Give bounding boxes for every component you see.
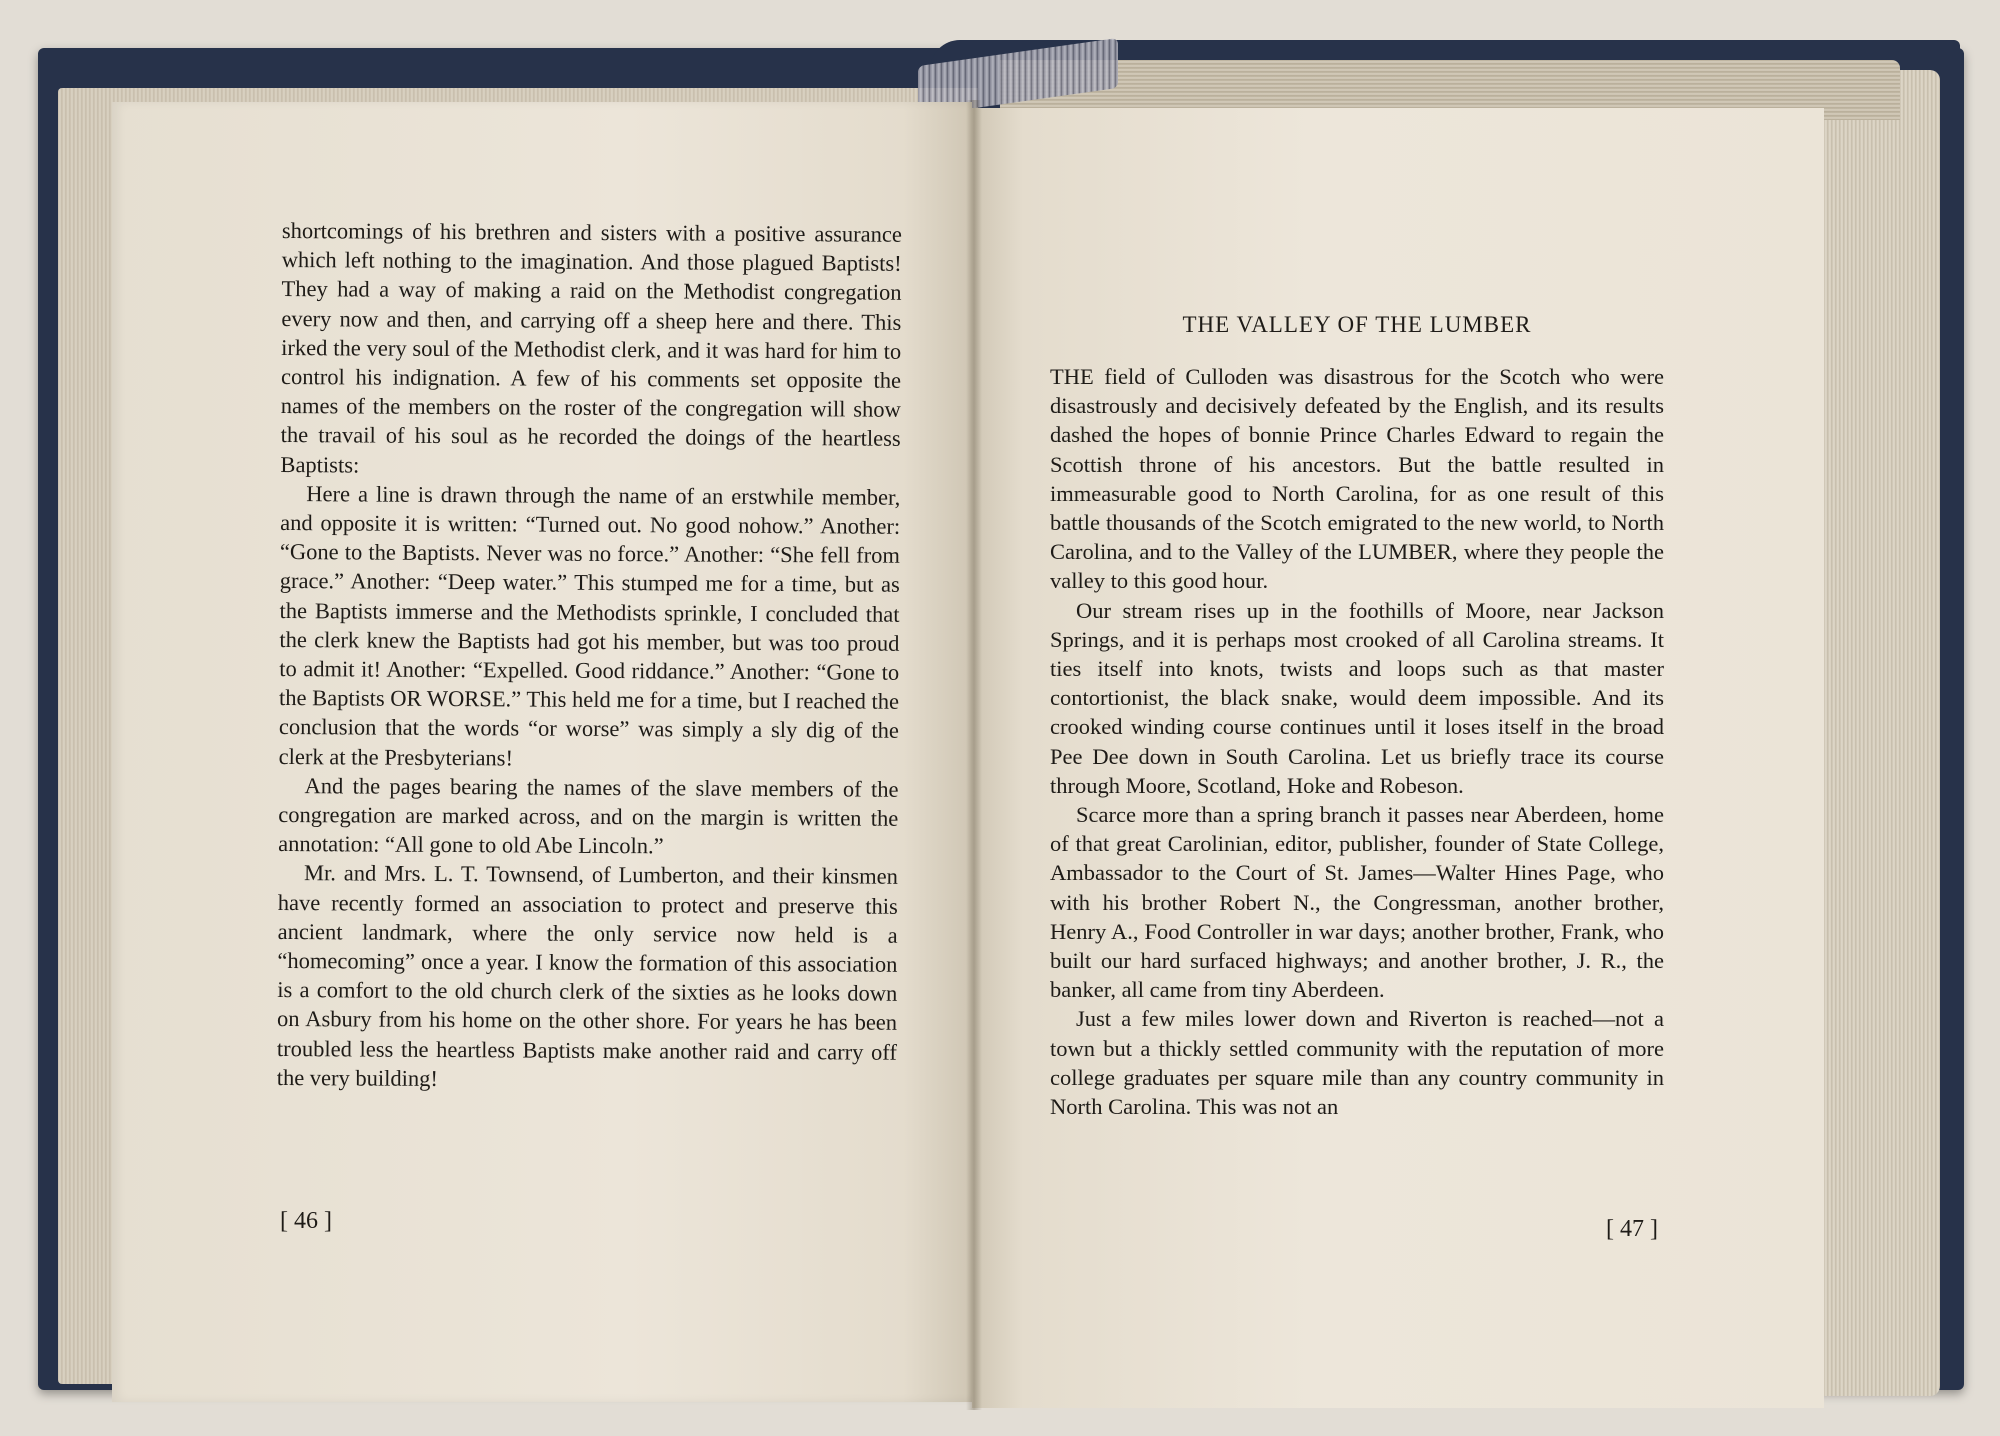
right-page-number: [ 47 ] bbox=[1606, 1216, 1658, 1242]
left-paragraph: And the pages bearing the names of the slave members of the congregation are marked across, and on the margin is written the annotation: “All gone to old Abe Lincoln.” bbox=[278, 773, 899, 859]
right-paragraph: Our stream rises up in the foothills of Moore, near Jackson Springs, and it is perhaps most crooked of all Carolina streams. It ties itself into knots, twists and loops such as that master contortionist, the black snake, would deem impossible. And its crooked winding course continues until it loses itself in the broad Pee Dee down in South Carolina. Let us briefly trace its course through Moore, Scotland, Hoke and Robeson. bbox=[1050, 597, 1664, 798]
left-paragraph: shortcomings of his brethren and sisters with a positive assurance which left nothing to the imagination. And those plagued Baptists! They had a way of making a raid on the Methodist congregation every now and then, and carrying off a sheep here and there. This irked the very soul of the Methodist clerk, and it was hard for him to control his indignation. A few of his comments set opposite the names of the members on the roster of the congregation will show the travail of his soul as he recorded the doings of the heartless Baptists: bbox=[280, 217, 902, 478]
left-paragraph: Mr. and Mrs. L. T. Townsend, of Lumberton, and their kinsmen have recently formed an association to protect and preserve this ancient landmark, where the only service now held is a “homecoming” once a year. I know the formation of this association is a comfort to the old church clerk of the sixties as he looks down on Asbury from his home on the other shore. For years he has been troubled less the heartless Baptists make another raid and carry off the very building! bbox=[276, 860, 899, 1091]
gutter-shadow bbox=[966, 100, 982, 1410]
chapter-title: THE VALLEY OF THE LUMBER bbox=[1182, 312, 1532, 337]
right-paragraph: Just a few miles lower down and Riverton is reached—not a town but a thickly settled community with the reputation of more college graduates per square mile than any country community in North Carolina. This was not an bbox=[1050, 1006, 1664, 1120]
right-paragraph: THE field of Culloden was disastrous for the Scotch who were disastrously and decisively defeated by the English, and its results dashed the hopes of bonnie Prince Charles Edward to regain the Scottish throne of his ancestors. But the battle resulted in immeasurable good to North Carolina, for as one result of this battle thousands of the Scotch emigrated to the new world, to North Carolina, and to the Valley of the LUMBER, where they people the valley to this good hour. bbox=[1050, 364, 1664, 594]
left-paragraph: Here a line is drawn through the name of an erstwhile member, and opposite it is written: “Turned out. No good nohow.” Another: “Gone to the Baptists. Never was no force.” Another: “She fell from grace.” Another: “Deep water.” This stumped me for a time, but as the Baptists immerse and the Methodists sprinkle, I concluded that the clerk knew the Baptists had got his member, but was too proud to admit it! Another: “Expelled. Good riddance.” Another: “Gone to the Baptists OR WORSE.” This held me for a time, but I reached the conclusion that the words “or worse” was simply a sly dig of the clerk at the Presbyterians! bbox=[278, 480, 901, 771]
left-page-text bbox=[277, 216, 902, 1096]
left-page-number: [ 46 ] bbox=[280, 1208, 332, 1234]
right-paragraph: Scarce more than a spring branch it passes near Aberdeen, home of that great Carolinian, editor, publisher, founder of State College, Ambassador to the Court of St. James—Walter Hines Page, who with his brother Robert N., the Congressman, another brother, Henry A., Food Controller in war days; another brother, Frank, who built our hard surfaced highways; and another brother, J. R., the banker, all came from tiny Aberdeen. bbox=[1050, 802, 1664, 1003]
right-page-text bbox=[1050, 362, 1664, 1121]
